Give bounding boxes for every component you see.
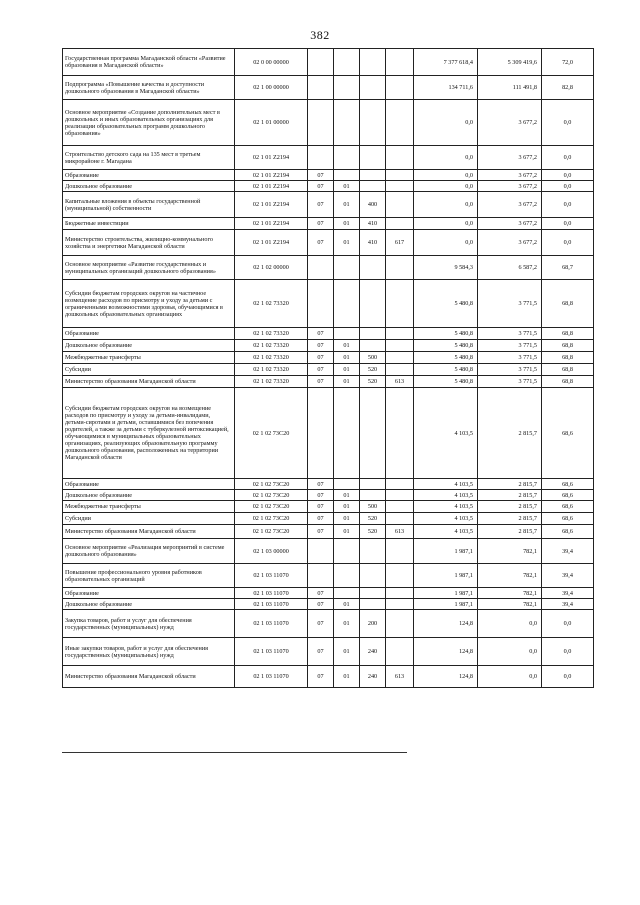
row-subsection xyxy=(334,146,360,170)
row-subsection: 01 xyxy=(334,513,360,525)
row-expense-type xyxy=(360,100,386,146)
row-section: 07 xyxy=(308,599,334,610)
row-name: Министерство строительства, жилищно-коммунального хозяйства и энергетики Магаданской области xyxy=(63,230,235,256)
row-admin-code xyxy=(386,256,414,280)
row-target-code: 02 1 01 Z2194 xyxy=(235,192,308,218)
row-section xyxy=(308,100,334,146)
row-section: 07 xyxy=(308,376,334,388)
row-target-code: 02 1 01 00000 xyxy=(235,100,308,146)
row-name: Образование xyxy=(63,479,235,490)
row-subsection xyxy=(334,479,360,490)
row-percent: 0,0 xyxy=(542,218,594,230)
row-target-code: 02 1 01 Z2194 xyxy=(235,170,308,181)
row-admin-code xyxy=(386,513,414,525)
row-admin-code xyxy=(386,490,414,501)
row-percent: 68,8 xyxy=(542,364,594,376)
row-expense-type xyxy=(360,564,386,588)
row-target-code: 02 1 03 11070 xyxy=(235,610,308,638)
table-row xyxy=(63,490,594,501)
row-percent: 68,6 xyxy=(542,479,594,490)
row-section xyxy=(308,49,334,76)
row-percent: 0,0 xyxy=(542,100,594,146)
row-section: 07 xyxy=(308,192,334,218)
row-subsection xyxy=(334,256,360,280)
row-admin-code xyxy=(386,280,414,328)
row-expense-type: 520 xyxy=(360,513,386,525)
row-name: Подпрограмма «Повышение качества и доступности дошкольного образования в Магаданской области» xyxy=(63,76,235,100)
row-expense-type xyxy=(360,479,386,490)
row-subsection xyxy=(334,49,360,76)
row-admin-code xyxy=(386,588,414,599)
row-name: Закупка товаров, работ и услуг для обеспечения государственных (муниципальных) нужд xyxy=(63,610,235,638)
row-subsection xyxy=(334,280,360,328)
row-section: 07 xyxy=(308,170,334,181)
row-percent: 82,8 xyxy=(542,76,594,100)
row-expense-type xyxy=(360,256,386,280)
row-name: Государственная программа Магаданской области «Развитие образования в Магаданской области» xyxy=(63,49,235,76)
row-planned: 124,8 xyxy=(414,666,478,688)
row-expense-type xyxy=(360,146,386,170)
row-section: 07 xyxy=(308,352,334,364)
row-target-code: 02 1 03 11070 xyxy=(235,564,308,588)
row-planned: 5 480,8 xyxy=(414,376,478,388)
table-row xyxy=(63,100,594,146)
row-subsection: 01 xyxy=(334,364,360,376)
row-executed: 0,0 xyxy=(478,666,542,688)
row-planned: 7 377 618,4 xyxy=(414,49,478,76)
row-planned: 4 103,5 xyxy=(414,490,478,501)
row-subsection: 01 xyxy=(334,218,360,230)
row-admin-code xyxy=(386,501,414,513)
row-admin-code xyxy=(386,340,414,352)
table-row xyxy=(63,230,594,256)
row-name: Иные закупки товаров, работ и услуг для обеспечения государственных (муниципальных) нужд xyxy=(63,638,235,666)
row-executed: 2 815,7 xyxy=(478,525,542,539)
table-row xyxy=(63,525,594,539)
row-percent: 68,8 xyxy=(542,328,594,340)
row-planned: 134 711,6 xyxy=(414,76,478,100)
row-target-code: 02 0 00 00000 xyxy=(235,49,308,76)
row-expense-type xyxy=(360,490,386,501)
row-percent: 39,4 xyxy=(542,599,594,610)
row-subsection: 01 xyxy=(334,610,360,638)
row-expense-type xyxy=(360,328,386,340)
row-percent: 0,0 xyxy=(542,170,594,181)
row-planned: 4 103,5 xyxy=(414,513,478,525)
row-subsection xyxy=(334,588,360,599)
row-admin-code xyxy=(386,218,414,230)
table-row xyxy=(63,340,594,352)
row-section: 07 xyxy=(308,328,334,340)
row-name: Строительство детского сада на 135 мест в третьем микрорайоне г. Магадана xyxy=(63,146,235,170)
row-target-code: 02 1 03 11070 xyxy=(235,588,308,599)
row-name: Дошкольное образование xyxy=(63,181,235,192)
row-subsection xyxy=(334,564,360,588)
row-section xyxy=(308,388,334,479)
row-section: 07 xyxy=(308,181,334,192)
row-percent: 68,6 xyxy=(542,501,594,513)
row-executed: 3 771,5 xyxy=(478,328,542,340)
row-executed: 0,0 xyxy=(478,610,542,638)
row-target-code: 02 1 02 73С20 xyxy=(235,388,308,479)
row-expense-type: 500 xyxy=(360,501,386,513)
row-admin-code xyxy=(386,564,414,588)
row-admin-code xyxy=(386,388,414,479)
row-executed: 3 771,5 xyxy=(478,352,542,364)
row-planned: 4 103,5 xyxy=(414,501,478,513)
row-name: Министерство образования Магаданской области xyxy=(63,525,235,539)
row-target-code: 02 1 02 73320 xyxy=(235,340,308,352)
row-planned: 124,8 xyxy=(414,638,478,666)
table-row xyxy=(63,539,594,564)
table-row xyxy=(63,501,594,513)
budget-table xyxy=(62,48,594,688)
row-executed: 3 677,2 xyxy=(478,100,542,146)
row-executed: 2 815,7 xyxy=(478,479,542,490)
row-percent: 68,6 xyxy=(542,388,594,479)
row-expense-type xyxy=(360,599,386,610)
row-executed: 3 677,2 xyxy=(478,230,542,256)
table-row xyxy=(63,328,594,340)
row-name: Субсидии xyxy=(63,513,235,525)
row-name: Дошкольное образование xyxy=(63,599,235,610)
row-expense-type xyxy=(360,181,386,192)
row-expense-type xyxy=(360,340,386,352)
row-target-code: 02 1 02 73320 xyxy=(235,328,308,340)
row-executed: 3 771,5 xyxy=(478,280,542,328)
row-name: Образование xyxy=(63,588,235,599)
row-percent: 72,0 xyxy=(542,49,594,76)
row-target-code: 02 1 02 73С20 xyxy=(235,501,308,513)
row-expense-type xyxy=(360,170,386,181)
row-planned: 0,0 xyxy=(414,181,478,192)
row-executed: 2 815,7 xyxy=(478,513,542,525)
row-expense-type: 500 xyxy=(360,352,386,364)
row-executed: 3 677,2 xyxy=(478,146,542,170)
table-row xyxy=(63,352,594,364)
row-name: Межбюджетные трансферты xyxy=(63,501,235,513)
row-executed: 3 677,2 xyxy=(478,181,542,192)
row-name: Основное мероприятие «Развитие государственных и муниципальных организаций дошкольного образования» xyxy=(63,256,235,280)
row-percent: 0,0 xyxy=(542,192,594,218)
row-admin-code xyxy=(386,352,414,364)
row-expense-type xyxy=(360,76,386,100)
table-row xyxy=(63,599,594,610)
row-subsection: 01 xyxy=(334,352,360,364)
row-planned: 1 987,1 xyxy=(414,564,478,588)
row-expense-type: 240 xyxy=(360,666,386,688)
row-admin-code xyxy=(386,146,414,170)
row-admin-code xyxy=(386,181,414,192)
row-planned: 5 480,8 xyxy=(414,280,478,328)
row-percent: 68,6 xyxy=(542,513,594,525)
row-section: 07 xyxy=(308,525,334,539)
table-body xyxy=(63,49,594,688)
row-planned: 0,0 xyxy=(414,170,478,181)
row-section: 07 xyxy=(308,490,334,501)
row-admin-code xyxy=(386,539,414,564)
row-section: 07 xyxy=(308,666,334,688)
row-percent: 39,4 xyxy=(542,564,594,588)
row-expense-type xyxy=(360,588,386,599)
row-admin-code xyxy=(386,170,414,181)
row-section: 07 xyxy=(308,638,334,666)
table-row xyxy=(63,638,594,666)
row-target-code: 02 1 02 73С20 xyxy=(235,513,308,525)
row-target-code: 02 1 01 Z2194 xyxy=(235,230,308,256)
row-executed: 5 309 419,6 xyxy=(478,49,542,76)
row-admin-code: 613 xyxy=(386,376,414,388)
row-planned: 5 480,8 xyxy=(414,352,478,364)
table-row xyxy=(63,376,594,388)
table-row xyxy=(63,513,594,525)
row-executed: 2 815,7 xyxy=(478,490,542,501)
row-planned: 0,0 xyxy=(414,100,478,146)
row-target-code: 02 1 02 73320 xyxy=(235,352,308,364)
row-target-code: 02 1 01 Z2194 xyxy=(235,146,308,170)
row-percent: 39,4 xyxy=(542,588,594,599)
row-executed: 2 815,7 xyxy=(478,388,542,479)
row-name: Дошкольное образование xyxy=(63,340,235,352)
row-executed: 3 771,5 xyxy=(478,364,542,376)
row-percent: 68,8 xyxy=(542,352,594,364)
row-section xyxy=(308,280,334,328)
row-expense-type: 400 xyxy=(360,192,386,218)
row-executed: 111 491,8 xyxy=(478,76,542,100)
row-section: 07 xyxy=(308,501,334,513)
row-expense-type: 410 xyxy=(360,218,386,230)
row-name: Межбюджетные трансферты xyxy=(63,352,235,364)
row-name: Повышение профессионального уровня работников образовательных организаций xyxy=(63,564,235,588)
row-subsection: 01 xyxy=(334,230,360,256)
row-executed: 3 771,5 xyxy=(478,340,542,352)
row-executed: 0,0 xyxy=(478,638,542,666)
row-subsection: 01 xyxy=(334,599,360,610)
row-section: 07 xyxy=(308,610,334,638)
table-row xyxy=(63,479,594,490)
row-admin-code: 613 xyxy=(386,666,414,688)
row-executed: 2 815,7 xyxy=(478,501,542,513)
row-subsection xyxy=(334,539,360,564)
table-row xyxy=(63,388,594,479)
row-executed: 782,1 xyxy=(478,564,542,588)
row-percent: 0,0 xyxy=(542,230,594,256)
row-target-code: 02 1 01 Z2194 xyxy=(235,181,308,192)
row-subsection xyxy=(334,328,360,340)
row-percent: 0,0 xyxy=(542,638,594,666)
row-planned: 4 103,5 xyxy=(414,479,478,490)
row-admin-code xyxy=(386,599,414,610)
row-executed: 782,1 xyxy=(478,539,542,564)
table-row xyxy=(63,218,594,230)
row-target-code: 02 1 02 73320 xyxy=(235,376,308,388)
table-row xyxy=(63,256,594,280)
row-name: Дошкольное образование xyxy=(63,490,235,501)
row-section: 07 xyxy=(308,340,334,352)
row-percent: 0,0 xyxy=(542,666,594,688)
row-admin-code xyxy=(386,49,414,76)
row-expense-type: 520 xyxy=(360,364,386,376)
row-target-code: 02 1 03 11070 xyxy=(235,666,308,688)
row-expense-type: 410 xyxy=(360,230,386,256)
row-expense-type xyxy=(360,388,386,479)
row-target-code: 02 1 02 73С20 xyxy=(235,490,308,501)
row-subsection: 01 xyxy=(334,340,360,352)
row-section: 07 xyxy=(308,513,334,525)
row-name: Капитальные вложения в объекты государственной (муниципальной) собственности xyxy=(63,192,235,218)
row-admin-code xyxy=(386,610,414,638)
row-subsection: 01 xyxy=(334,192,360,218)
row-planned: 4 103,5 xyxy=(414,525,478,539)
row-planned: 0,0 xyxy=(414,230,478,256)
row-percent: 68,6 xyxy=(542,525,594,539)
row-executed: 3 677,2 xyxy=(478,218,542,230)
row-section: 07 xyxy=(308,364,334,376)
row-executed: 3 677,2 xyxy=(478,192,542,218)
table-row xyxy=(63,170,594,181)
row-planned: 124,8 xyxy=(414,610,478,638)
table-row xyxy=(63,280,594,328)
row-admin-code xyxy=(386,364,414,376)
row-planned: 5 480,8 xyxy=(414,340,478,352)
row-planned: 5 480,8 xyxy=(414,328,478,340)
row-subsection: 01 xyxy=(334,525,360,539)
table-row xyxy=(63,192,594,218)
row-expense-type: 200 xyxy=(360,610,386,638)
row-target-code: 02 1 02 73С20 xyxy=(235,479,308,490)
row-section xyxy=(308,256,334,280)
row-planned: 1 987,1 xyxy=(414,588,478,599)
row-section xyxy=(308,76,334,100)
row-percent: 68,6 xyxy=(542,490,594,501)
row-planned: 9 584,3 xyxy=(414,256,478,280)
row-target-code: 02 1 03 11070 xyxy=(235,599,308,610)
row-name: Бюджетные инвестиции xyxy=(63,218,235,230)
row-subsection xyxy=(334,170,360,181)
row-name: Субсидии бюджетам городских округов на частичное возмещение расходов по присмотру и уходу за детьми с ограниченными возможностями здоровья, обучающимися в дошкольных образовательных организациях xyxy=(63,280,235,328)
row-name: Основное мероприятие «Реализация мероприятий в системе дошкольного образования» xyxy=(63,539,235,564)
row-target-code: 02 1 03 00000 xyxy=(235,539,308,564)
row-admin-code xyxy=(386,100,414,146)
row-percent: 68,8 xyxy=(542,376,594,388)
row-target-code: 02 1 02 73320 xyxy=(235,280,308,328)
row-name: Образование xyxy=(63,170,235,181)
row-planned: 0,0 xyxy=(414,218,478,230)
row-percent: 0,0 xyxy=(542,610,594,638)
row-subsection: 01 xyxy=(334,638,360,666)
row-name: Субсидии xyxy=(63,364,235,376)
table-row xyxy=(63,564,594,588)
row-target-code: 02 1 02 00000 xyxy=(235,256,308,280)
table-row xyxy=(63,181,594,192)
row-planned: 5 480,8 xyxy=(414,364,478,376)
row-percent: 39,4 xyxy=(542,539,594,564)
row-percent: 68,7 xyxy=(542,256,594,280)
row-target-code: 02 1 02 73320 xyxy=(235,364,308,376)
row-section: 07 xyxy=(308,218,334,230)
row-executed: 782,1 xyxy=(478,588,542,599)
row-expense-type: 520 xyxy=(360,376,386,388)
row-subsection xyxy=(334,388,360,479)
row-admin-code: 617 xyxy=(386,230,414,256)
row-percent: 68,8 xyxy=(542,280,594,328)
row-executed: 3 771,5 xyxy=(478,376,542,388)
row-admin-code xyxy=(386,192,414,218)
row-subsection: 01 xyxy=(334,376,360,388)
row-section xyxy=(308,146,334,170)
page-number: 382 xyxy=(310,28,330,42)
table-row xyxy=(63,49,594,76)
row-subsection: 01 xyxy=(334,490,360,501)
row-target-code: 02 1 03 11070 xyxy=(235,638,308,666)
row-section: 07 xyxy=(308,479,334,490)
table-row xyxy=(63,588,594,599)
row-target-code: 02 1 01 Z2194 xyxy=(235,218,308,230)
row-executed: 3 677,2 xyxy=(478,170,542,181)
row-section: 07 xyxy=(308,588,334,599)
table-row xyxy=(63,610,594,638)
row-subsection: 01 xyxy=(334,181,360,192)
row-expense-type xyxy=(360,539,386,564)
row-planned: 0,0 xyxy=(414,192,478,218)
row-name: Образование xyxy=(63,328,235,340)
row-section: 07 xyxy=(308,230,334,256)
row-admin-code xyxy=(386,479,414,490)
row-section xyxy=(308,539,334,564)
row-planned: 0,0 xyxy=(414,146,478,170)
row-target-code: 02 1 02 73С20 xyxy=(235,525,308,539)
row-expense-type: 240 xyxy=(360,638,386,666)
row-name: Министерство образования Магаданской области xyxy=(63,666,235,688)
table-row xyxy=(63,146,594,170)
row-subsection xyxy=(334,100,360,146)
row-subsection: 01 xyxy=(334,666,360,688)
row-name: Министерство образования Магаданской области xyxy=(63,376,235,388)
row-admin-code: 613 xyxy=(386,525,414,539)
table-row xyxy=(63,76,594,100)
table-row xyxy=(63,666,594,688)
row-admin-code xyxy=(386,76,414,100)
row-executed: 782,1 xyxy=(478,599,542,610)
row-name: Субсидии бюджетам городских округов на возмещение расходов по присмотру и уходу за детьми-инвалидами, детьми-сиротами и детьми, оставшимися без попечения родителей, а также за детьми с туберкулезной интоксикацией, обучающимися в муниципальных образовательных организациях, реализующих образовательную программу дошкольного образования, расположенных на территории Магаданской области xyxy=(63,388,235,479)
row-admin-code xyxy=(386,638,414,666)
row-target-code: 02 1 00 00000 xyxy=(235,76,308,100)
row-executed: 6 587,2 xyxy=(478,256,542,280)
row-subsection xyxy=(334,76,360,100)
table-row xyxy=(63,364,594,376)
footer-rule xyxy=(62,752,407,753)
row-expense-type xyxy=(360,49,386,76)
row-subsection: 01 xyxy=(334,501,360,513)
row-percent: 68,8 xyxy=(542,340,594,352)
row-planned: 1 987,1 xyxy=(414,539,478,564)
row-percent: 0,0 xyxy=(542,181,594,192)
row-percent: 0,0 xyxy=(542,146,594,170)
row-planned: 4 103,5 xyxy=(414,388,478,479)
row-expense-type xyxy=(360,280,386,328)
row-planned: 1 987,1 xyxy=(414,599,478,610)
row-section xyxy=(308,564,334,588)
row-admin-code xyxy=(386,328,414,340)
row-name: Основное мероприятие «Создание дополнительных мест в дошкольных и иных образовательных организациях для реализации образовательных программ дошкольного образования» xyxy=(63,100,235,146)
row-expense-type: 520 xyxy=(360,525,386,539)
